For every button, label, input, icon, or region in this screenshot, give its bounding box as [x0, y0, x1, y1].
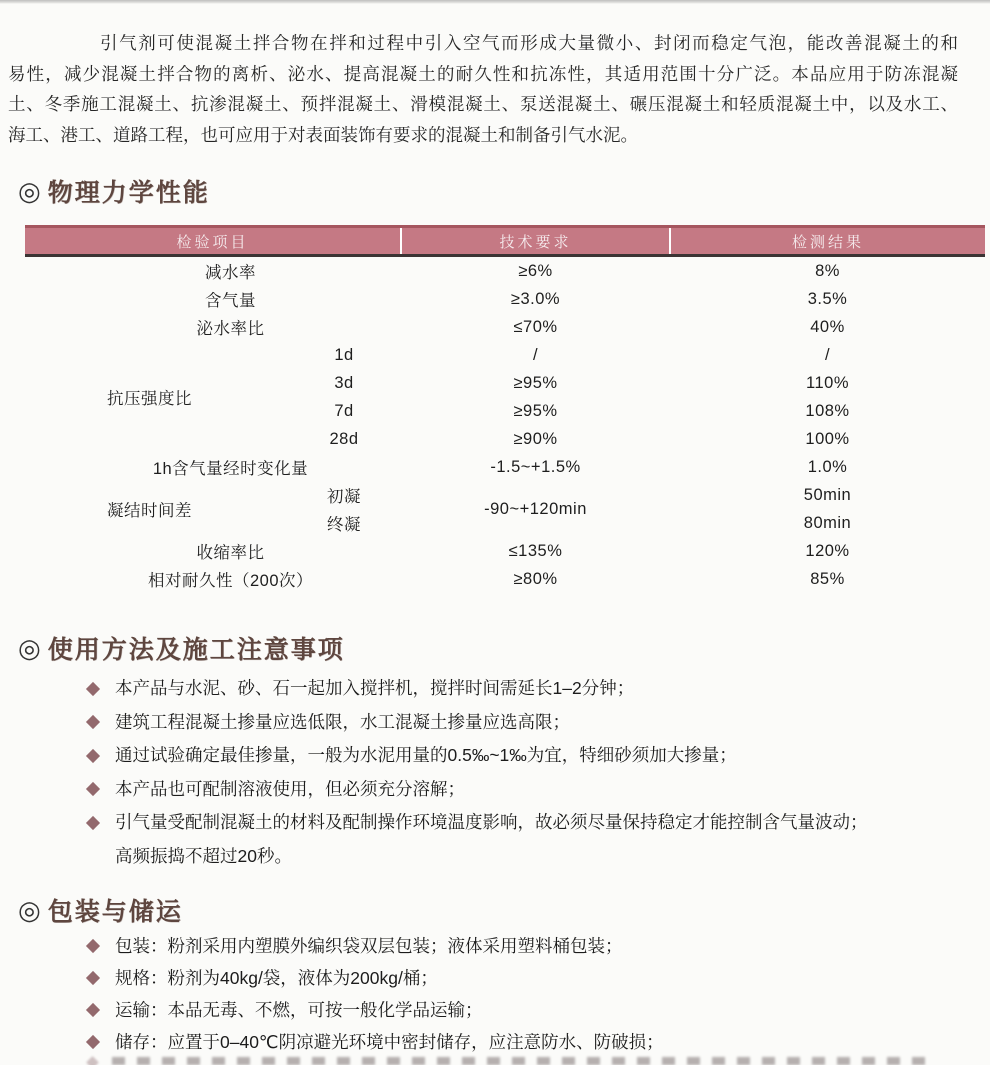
- list-item-text: 通过试验确定最佳掺量，一般为水泥用量的0.5‰~1‰为宜，特细砂须加大掺量；: [115, 745, 737, 765]
- double-circle-icon: ◎: [18, 176, 41, 206]
- intro-line: 土、冬季施工混凝土、抗渗混凝土、预拌混凝土、滑模混凝土、泵送混凝土、碾压混凝土和轻质混凝土中，以及水工、: [8, 94, 958, 114]
- requirement-cell: ≥6%: [518, 261, 553, 280]
- sub-item-cell: 初凝: [327, 488, 361, 506]
- double-circle-icon: ◎: [18, 633, 41, 663]
- result-cell: 108%: [805, 401, 850, 420]
- item-name-cell: 含气量: [205, 292, 256, 310]
- diamond-bullet-icon: [86, 681, 100, 695]
- diamond-bullet-icon: [86, 748, 100, 762]
- result-cell: 8%: [815, 261, 840, 280]
- list-item-text: 运输：本品无毒、不燃，可按一般化学品运输；: [115, 1000, 483, 1020]
- requirement-cell: -90~+120min: [484, 499, 587, 518]
- table-row: [25, 285, 985, 313]
- requirement-cell: ≥90%: [513, 429, 558, 448]
- list-item: [0, 806, 990, 873]
- table-row: [25, 256, 985, 286]
- list-item: [0, 706, 990, 740]
- item-name-cell: 收缩率比: [196, 544, 265, 562]
- list-item-text: 规格：粉剂为40kg/袋，液体为200kg/桶；: [115, 968, 438, 988]
- table-row: [25, 313, 985, 341]
- double-circle-icon: ◎: [18, 895, 41, 925]
- list-item-text: 引气量受配制混凝土的材料及配制操作环境温度影响，故必须尽量保持稳定才能控制含气量波动；: [115, 812, 868, 832]
- list-item-text: 本产品也可配制溶液使用，但必须充分溶解；: [115, 778, 465, 799]
- result-cell: 85%: [810, 569, 845, 588]
- item-name-cell: 泌水率比: [196, 320, 265, 338]
- result-cell: 3.5%: [807, 289, 848, 308]
- item-name-cell: 减水率: [205, 264, 256, 282]
- list-item-text: 包装：粉剂采用内塑膜外编织袋双层包装；液体采用塑料桶包装；: [115, 936, 623, 956]
- section-title: 物理力学性能: [47, 179, 210, 207]
- list-item-text: 高频振捣不超过20秒。: [115, 845, 292, 866]
- result-cell: 120%: [805, 541, 850, 560]
- cutoff-text-row: [112, 1057, 932, 1065]
- sub-item-cell: 7d: [334, 401, 354, 420]
- result-cell: 100%: [805, 429, 850, 448]
- requirement-cell: ≥95%: [513, 401, 558, 420]
- result-cell: 1.0%: [807, 457, 848, 476]
- result-cell: /: [824, 345, 831, 364]
- requirement-cell: ≤70%: [513, 317, 558, 336]
- sub-item-cell: 3d: [334, 373, 354, 392]
- table-row: [25, 565, 985, 593]
- diamond-bullet-icon: [86, 715, 100, 729]
- list-item-text: 建筑工程混凝土掺量应选低限，水工混凝土掺量应选高限；: [115, 711, 570, 732]
- result-cell: 50min: [803, 485, 852, 504]
- table-row: [25, 481, 985, 509]
- sub-item-cell: 1d: [334, 345, 354, 364]
- list-item-text: 储存：应置于0–40℃阴凉避光环境中密封储存，应注意防水、防破损；: [115, 1032, 664, 1052]
- result-cell: 110%: [806, 373, 849, 392]
- item-name-cell: 抗压强度比: [107, 390, 192, 408]
- intro-paragraph: [8, 28, 958, 150]
- usage-bullet-list: [0, 672, 990, 873]
- table-row: [25, 453, 985, 481]
- list-item: [0, 994, 990, 1026]
- physical-properties-table: [25, 225, 985, 593]
- item-name-cell: 凝结时间差: [107, 502, 192, 520]
- list-item: [0, 773, 990, 807]
- item-name-cell: 相对耐久性（200次）: [147, 572, 314, 590]
- requirement-cell: ≥3.0%: [510, 289, 561, 308]
- intro-line: 引气剂可使混凝土拌合物在拌和过程中引入空气而形成大量微小、封闭而稳定气泡，能改善混凝土的和: [100, 33, 958, 53]
- section-heading-physical: [18, 174, 210, 208]
- requirement-cell: ≥80%: [513, 569, 558, 588]
- item-name-cell: 1h含气量经时变化量: [152, 460, 309, 478]
- section-title: 使用方法及施工注意事项: [47, 636, 345, 664]
- list-item-text: 本产品与水泥、砂、石一起加入搅拌机，搅拌时间需延长1–2分钟；: [115, 678, 635, 698]
- requirement-cell: ≥95%: [513, 373, 558, 392]
- sub-item-cell: 终凝: [327, 516, 361, 534]
- diamond-bullet-icon: [86, 1003, 100, 1017]
- column-header-result: 检测结果: [670, 227, 985, 256]
- result-cell: 40%: [810, 317, 845, 336]
- list-item: [0, 962, 990, 994]
- diamond-bullet-icon: [86, 1035, 100, 1049]
- diamond-bullet-icon: [86, 815, 100, 829]
- table-header-row: [25, 227, 985, 256]
- intro-line: 海工、港工、道路工程，也可应用于对表面装饰有要求的混凝土和制备引气水泥。: [8, 124, 638, 145]
- section-title: 包装与储运: [47, 898, 183, 926]
- sub-item-cell: 28d: [329, 429, 359, 448]
- column-header-item: 检验项目: [25, 227, 401, 256]
- section-heading-usage: [18, 631, 345, 665]
- requirement-cell: -1.5~+1.5%: [490, 457, 581, 476]
- requirement-cell: ≤135%: [508, 541, 563, 560]
- diamond-bullet-icon: [86, 782, 100, 796]
- table-row: [25, 341, 985, 369]
- list-item: [0, 739, 990, 773]
- table-row: [25, 537, 985, 565]
- requirement-cell: /: [532, 345, 539, 364]
- list-item: [0, 1026, 990, 1058]
- column-header-requirement: 技术要求: [401, 227, 670, 256]
- result-cell: 80min: [803, 513, 852, 532]
- diamond-bullet-icon: [86, 939, 100, 953]
- packaging-bullet-list: [0, 930, 990, 1058]
- list-item: [0, 672, 990, 706]
- section-heading-packaging: [18, 893, 183, 927]
- list-item: [0, 930, 990, 962]
- diamond-bullet-icon: [86, 971, 100, 985]
- intro-line: 易性，减少混凝土拌合物的离析、泌水、提高混凝土的耐久性和抗冻性，其适用范围十分广泛。本品应用于防冻混凝: [8, 63, 958, 84]
- scan-top-edge: [0, 0, 990, 4]
